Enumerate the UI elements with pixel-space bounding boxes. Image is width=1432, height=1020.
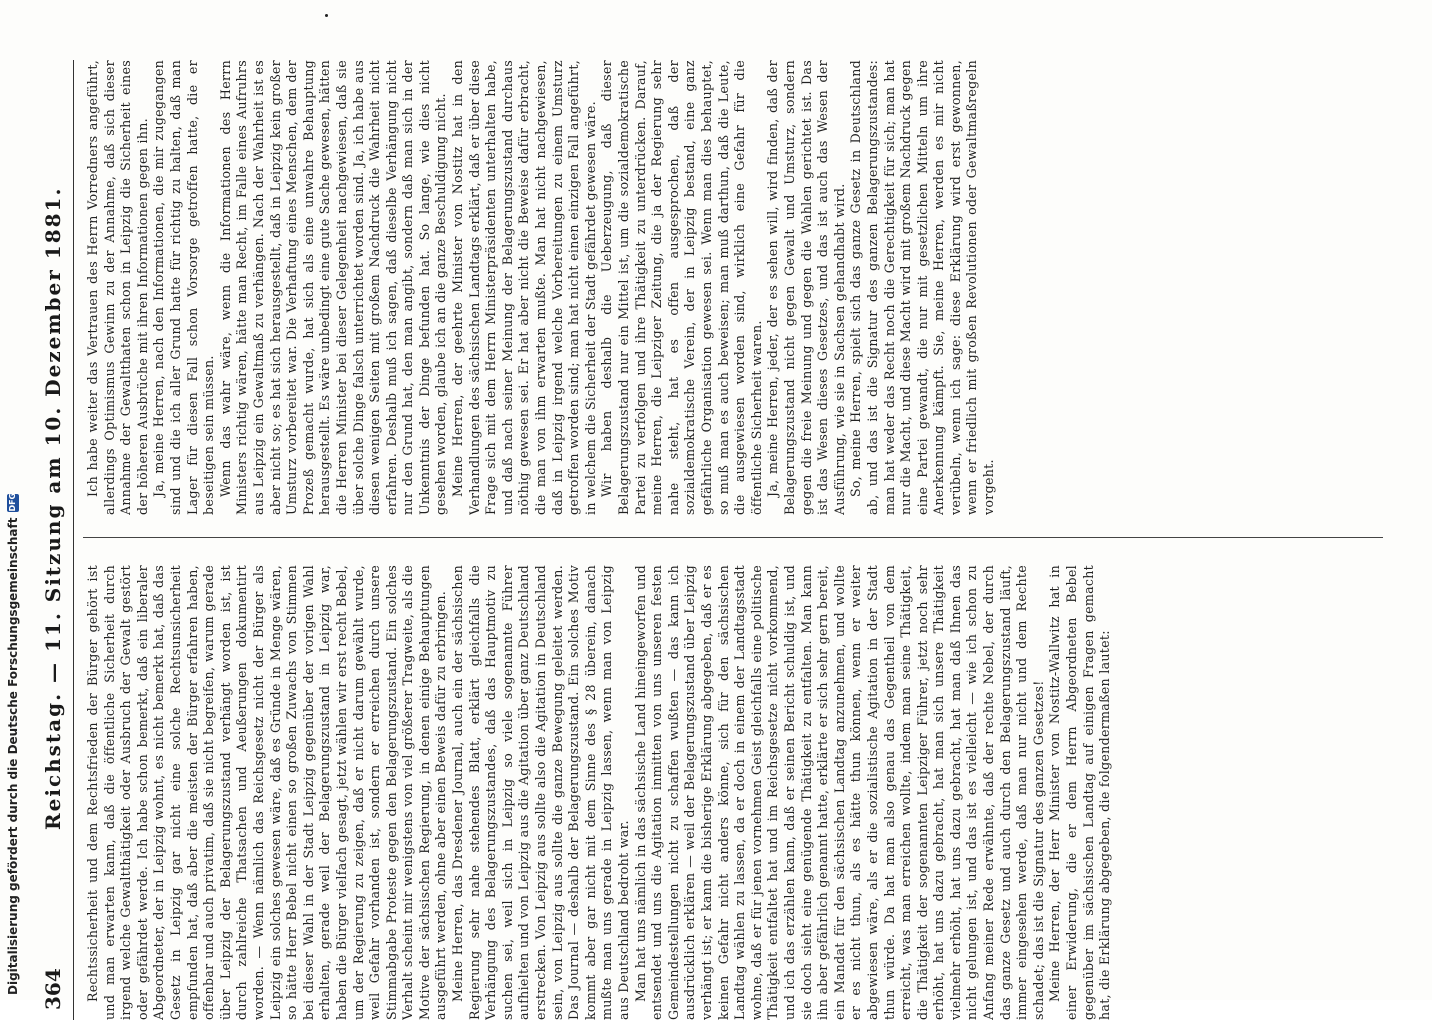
paragraph: Man hat uns nämlich in das sächsische Land hineingeworfen und entsendet und uns die Agitation inmitten von uns unseren festen Gemeindestellungen nicht zu schaffen wußten — das kann ich ausdrücklich erklären — weil der Belagerungszustand über Leipzig verhängt ist; er kann die bisherige Erklärung abgegeben, daß er es keinen Gefahr nicht anders könne, sich für den sächsischen Landtag wählen zu lassen, da er doch in einem der Landtagsstadt wohne, daß er für jenen vornehmen Geist gleichfalls eine politische Thätigkeit entfaltet hat und im Reichsgesetze nicht vorkommend, und ich das erzählen kann, daß er seinen Bericht schuldig ist, und sie doch sieht eine genügende Thätigkeit zu entfalten. Man kann ihn aber gefährlich genannt hatte, erklärte er sich sehr gern bereit, ein Mandat für den sächsischen Landtag anzunehmen, und wollte er es nicht thun, als es hätte thun können, wenn er weiter abgewiesen wäre, als er die sozialistische Agitation in der Stadt thun würde. Da hat man also genau das Gegentheil von dem erreicht, was man erreichen wollte, indem man seine Thätigkeit, die Thätigkeit der sogenannten Leipziger Führer, jetzt noch sehr erhöht, hat uns dazu gebracht, hat man sich unsere Thätigkeit vielmehr erhöht, hat uns dazu gebracht, hat man daß Ihnen das nicht gelungen ist, und das ist es vielleicht — wie ich schon zu Anfang meiner Rede erwähnte, daß der rechte Nebel, der durch das ganze Gesetz und auch durch den Belagerungszustand läuft, immer eingesehen werde, daß man nur nicht und dem Rechte schadet; das ist die Signatur des ganzen Gesetzes! <box>632 565 1046 1020</box>
digitization-credit-text: Digitalisierung gefördert durch die Deutsche Forschungsgemeinschaft <box>6 517 20 995</box>
page-number: 364 <box>41 968 65 1010</box>
paragraph: So, meine Herren, spielt sich das ganze Gesetz in Deutschland ab, und das ist die Signatur des ganzen Belagerungszustandes: man hat weder das Recht noch die Gerechtigkeit für sich; man hat nur die Macht, und diese Macht wird mit großem Nachdruck gegen eine Partei gewandt, die nur mit gesetzlichen Mitteln um ihre Anerkennung kämpft. Sie, meine Herren, werden es mir nicht verübeln, wenn ich sage: diese Erklärung wird erst gewonnen, wenn er friedlich mit großen Revolutionen oder Gewaltmaßregeln vorgeht. <box>848 60 997 515</box>
text-column-left <box>85 565 1385 1020</box>
paragraph: Ja, meine Herren, jeder, der es sehen will, wird finden, daß der Belagerungszustand nicht gegen Gewalt und Umsturz, sondern gegen die freie Meinung und gegen die Wahlen gerichtet ist. Das ist das Wesen dieses Gesetzes, und das ist auch das Wesen der Ausführung, wie sie in Sachsen gehandhabt wird. <box>765 60 847 515</box>
text-column-right <box>85 60 1385 515</box>
column-divider <box>83 537 1383 538</box>
paragraph: Rechtssicherheit und dem Rechtsfrieden der Bürger gehört ist und man erwarten kann, daß die öffentliche Sicherheit durch irgend welche Gewaltthätigkeit oder Ausbruch der Gewalt gestört oder gefährdet werde. Ich habe schon bemerkt, daß ein liberaler Abgeordneter, der in Leipzig wohnt, es nicht bemerkt hat, daß das Gesetz in Leipzig gar nicht eine solche Rechtsunsicherheit empfunden hat, daß aber die meisten der Bürger erfahren haben, offenbar und auch privatim, daß sie nicht begreifen, warum gerade über Leipzig der Belagerungszustand verhängt worden ist, ist durch zahlreiche Thatsachen und Aeußerungen dokumentirt worden. — Wenn nämlich das Reichsgesetz nicht der Bürger als Leipzig ein solches gewesen wäre, daß es Gründe in Menge wären, so hätte Herr Bebel nicht einen so großen Zuwachs von Stimmen bei dieser Wahl in der Stadt Leipzig gegenüber der vorigen Wahl erhalten, gerade weil der Belagerungszustand in Leipzig war, haben die Bürger vielfach gesagt, jetzt wählen wir erst recht Bebel, um der Regierung zu zeigen, daß er nicht darum gewählt wurde, weil Gefahr vorhanden ist, sondern er erreichen durch unsere Stimmabgabe Proteste gegen den Belagerungszustand. Ein solches Verhalt scheint mir wenigstens von viel größerer Tragweite, als die Motive der sächsischen Regierung, in denen einige Behauptungen ausgeführt werden, ohne aber einen Beweis dafür zu erbringen. <box>85 565 449 1020</box>
paragraph: Meine Herren, der Herr Minister von Nostitz-Wallwitz hat in einer Erwiderung, die er dem Herrn Abgeordneten Bebel gegenüber im sächsischen Landtag auf einigen Fragen gemacht hat, die Erklärung abgegeben, die folgendermaßen lautet: <box>1047 565 1113 1020</box>
dfg-logo-icon: DFG <box>8 492 17 512</box>
running-header <box>35 60 75 1020</box>
paragraph: Ja, meine Herren, nach den Informationen, die mir zugegangen sind und die ich aller Grund hatte für richtig zu halten, daß man Lager für diesen Fall schon Vorsorge getroffen hatte, die er beseitigen sein müssen. <box>151 60 217 515</box>
rotated-page-content <box>35 60 1405 1020</box>
paragraph: Meine Herren, das Dresdener Journal, auch ein der sächsischen Regierung sehr nahe stehendes Blatt, erklärt gleichfalls die Verhängung des Belagerungszustandes, daß das Hauptmotiv zu suchen sei, weil sich in Leipzig so viele sogenannte Führer aufhielten und von Leipzig aus die Agitation über ganz Deutschland erstrecken. Von Leipzig aus sollte also die Agitation in Deutschland sein, von Leipzig aus sollte die ganze Bewegung geleitet werden. Das Journal — deshalb der Belagerungszustand. Ein solches Motiv kommt aber gar nicht mit dem Sinne des § 28 überein, danach mußte man uns gerade in Leipzig lassen, wenn man von Leipzig aus Deutschland bedroht war. <box>450 565 631 1020</box>
digitization-credit <box>6 494 20 995</box>
paragraph: Wir haben deshalb die Ueberzeugung, daß dieser Belagerungszustand nur ein Mittel ist, um die sozialdemokratische Partei zu verfolgen und ihre Thätigkeit zu unterdrücken. Darauf, meine Herren, die Leipziger Zeitung, die ja der Regierung sehr nahe steht, hat es offen ausgesprochen, daß der sozialdemokratische Verein, der in Leipzig bestand, eine ganz gefährliche Organisation gewesen sei. Wenn man dies behauptet, so muß man es auch beweisen; man muß darthun, daß die Leute, die ausgewiesen worden sind, wirklich eine Gefahr für die öffentliche Sicherheit waren. <box>599 60 764 515</box>
ink-speck <box>325 14 328 17</box>
paragraph: Wenn das wahr wäre, wenn die Informationen des Herrn Ministers richtig wären, hätte man Recht, im Falle eines Aufruhrs aus Leipzig ein Gewaltmaß zu verhängen. Nach der Wahrheit ist es aber nicht so; es hat sich herausgestellt, daß in Leipzig kein großer Umsturz vorbereitet war. Die Verhaftung eines Menschen, dem der Prozeß gemacht wurde, hat sich als eine unwahre Behauptung herausgestellt. Es wäre unbedingt eine gute Sache gewesen, hätten die Herren Minister bei dieser Gelegenheit nachgewiesen, daß sie über solche Dinge falsch unterrichtet worden sind. Ja, ich habe aus diesen wenigen Seiten mit großem Nachdruck die Wahrheit nicht erfahren. Deshalb muß ich sagen, daß dieselbe Verhängung nicht nur den Grund hat, den man angibt, sondern daß man sich in der Unkenntnis der Dinge befunden hat. So lange, wie dies nicht gesehen worden, glaube ich an die ganze Beschuldigung nicht. <box>217 60 449 515</box>
paragraph: Ich habe weiter das Vertrauen des Herrn Vorredners angeführt, allerdings Optimismus Gewinn zu der Annahme, daß sich dieser Annahme der Gewaltthaten schon in Leipzig die Sicherheit eines der höheren Ausbrüche mit ihren Informationen gegen ihn. <box>85 60 150 515</box>
header-rule <box>73 60 74 1020</box>
header-title: Reichstag. — 11. Sitzung am 10. Dezember 1881. <box>41 186 65 830</box>
paragraph: Meine Herren, der geehrte Minister von Nostitz hat in den Verhandlungen des sächsischen Landtags erklärt, daß er über diese Frage sich mit dem Herrn Ministerpräsidenten unterhalten habe, und daß nach seiner Meinung der Belagerungszustand durchaus nöthig gewesen sei. Er hat aber nicht die Beweise dafür erbracht, die man von ihm erwarten mußte. Man hat nicht nachgewiesen, daß in Leipzig irgend welche Vorbereitungen zu einem Umsturz getroffen worden sind; man hat nicht einen einzigen Fall angeführt, in welchem die Sicherheit der Stadt gefährdet gewesen wäre. <box>450 60 598 515</box>
